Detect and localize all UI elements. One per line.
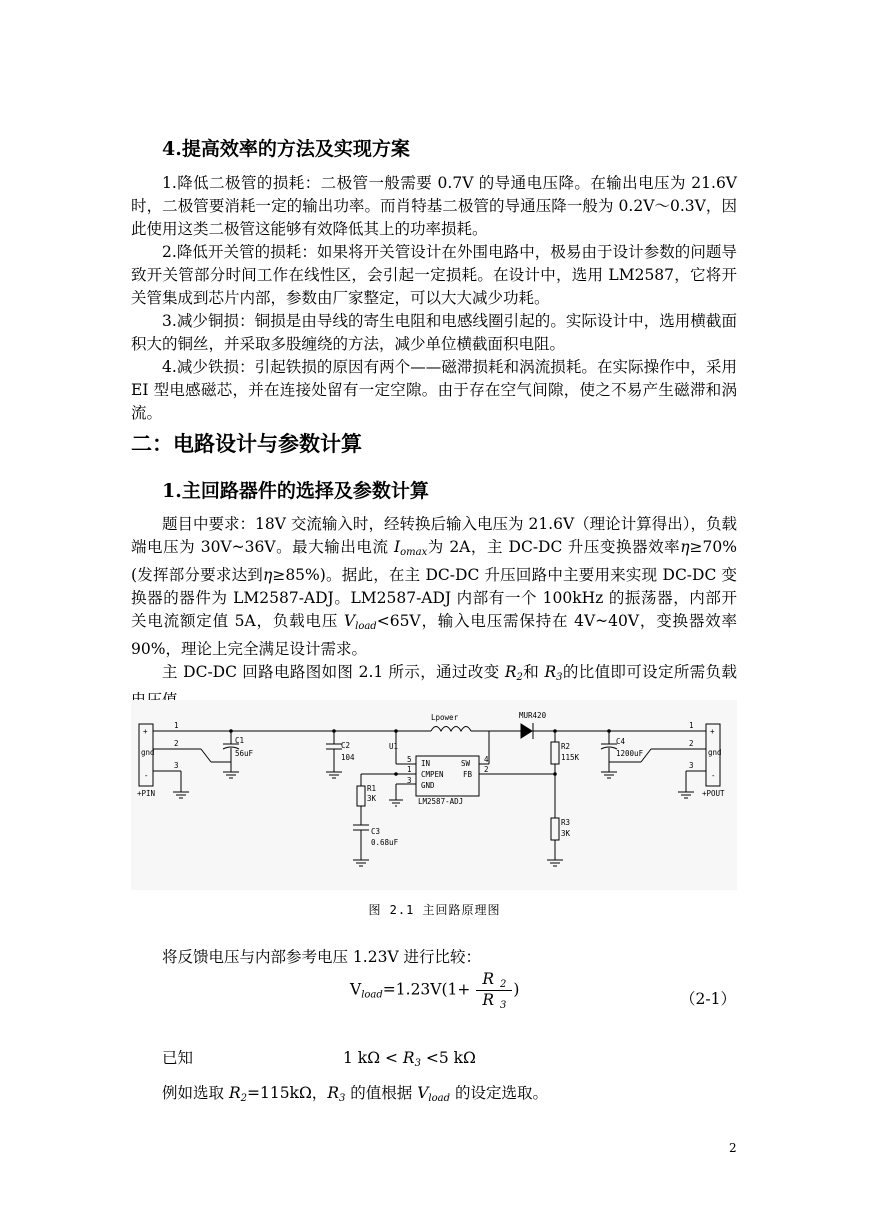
r1-label: R1 (367, 784, 377, 793)
r2-value: 115K (561, 753, 580, 762)
plus-right: + (710, 727, 715, 736)
equation-2-1: $V_{load}=1.23V(1+$ $\frac{R _2}{R _3}$ ) (350, 970, 520, 1011)
fraction: $\frac{R _2}{R _3}$ (476, 970, 512, 1011)
pin-label-2-right: 2 (689, 739, 694, 748)
ic-gnd-label: GND (421, 781, 435, 790)
pin-label-3-right: 3 (689, 761, 694, 770)
r3-value: 3K (561, 829, 571, 838)
minus-right: - (711, 771, 716, 780)
ic-pin-4: 4 (484, 755, 489, 764)
circuit-schematic (131, 700, 737, 890)
c2-value: 104 (341, 753, 355, 762)
gnd-left: gnd (141, 748, 155, 757)
chapter-heading: 二：电路设计与参数计算 (131, 431, 362, 456)
c4-label: C4 (616, 737, 626, 746)
c2-label: C2 (341, 741, 351, 750)
schematic-drawing (131, 700, 737, 890)
figure-caption: 图 2.1 主回路原理图 (368, 903, 501, 917)
subsection-heading: 1.主回路器件的选择及参数计算 (162, 480, 429, 502)
page-number: 2 (729, 1141, 737, 1155)
known-condition: 已知 1 $k\Omega < R_3 <5$ kΩ (162, 1049, 476, 1069)
ic-pin-5-top: 5 (407, 755, 412, 764)
example-line: 例如选取 $R_2=115k\Omega$，$R_3$ 的值根据 $V_{load}$ 的设定选取。 (162, 1084, 548, 1104)
pout-label: +POUT (702, 789, 725, 798)
inductor-label: Lpower (431, 713, 459, 722)
ic-cmpen-label: CMPEN (421, 770, 444, 779)
method-diode-paragraph: 1.降低二极管的损耗：二极管一般需要 0.7V 的导通电压降。在输出电压为 21.6V 时，二极管要消耗一定的输出功率。而肖特基二极管的导通压降一般为 0.2V～0.3V，因此使用这类二极管这能够有效降低其上的功率损耗。 (131, 174, 737, 238)
plus-left: + (143, 727, 148, 736)
compare-line: 将反馈电压与内部参考电压 1.23V 进行比较： (162, 948, 482, 966)
c3-label: C3 (371, 827, 381, 836)
method-switch-paragraph: 2.降低开关管的损耗：如果将开关管设计在外围电路中，极易由于设计参数的问题导致开关管部分时间工作在线性区，会引起一定损耗。在设计中，选用 LM2587，它将开关管集成到芯片内部，参数由厂家整定，可以大大减少功耗。 (131, 243, 737, 307)
minus-left: - (144, 771, 149, 780)
c1-value: 56uF (235, 749, 254, 758)
requirements-paragraph: 题目中要求：18V 交流输入时，经转换后输入电压为 21.6V（理论计算得出），负载端电压为 30V~36V。最大输出电流 $I_{omax}$为 2A，主 DC-DC 升压变换器效率η≥70%(发挥部分要求达到η≥85%)。据此，在主 DC-DC 升压回路中主要用来实现 DC-DC 变换器的器件为 LM2587-ADJ。LM2587-ADJ 内部有一个 100kHz 的振荡器，内部开关电流额定值 5A，负载电压 $V_{load}<65V$，输入电压需保持在 4V~40V，变换器效率 90%，理论上完全满足设计需求。 (131, 515, 737, 658)
section-heading: 4.提高效率的方法及实现方案 (162, 138, 410, 160)
c1-label: C1 (235, 736, 245, 745)
pin-label-3-left: 3 (174, 761, 179, 770)
ic-name-label: LM2587-ADJ (418, 797, 464, 806)
r3-label: R3 (561, 818, 571, 827)
method-copper-paragraph: 3.减少铜损：铜损是由导线的寄生电阻和电感线圈引起的。实际设计中，选用横截面积大的铜丝，并采取多股缠绕的方法，减少单位横截面积电阻。 (131, 312, 737, 353)
c3-value: 0.68uF (371, 838, 399, 847)
pin-label-2-left: 2 (174, 739, 179, 748)
gnd-right: gnd (708, 748, 722, 757)
ic-in-label: IN (421, 759, 431, 768)
ic-pin-1: 1 (407, 765, 412, 774)
efficiency-methods (131, 172, 737, 425)
ic-pin-2: 2 (484, 765, 489, 774)
pin-label-1-right: 1 (689, 721, 694, 730)
design-paragraphs (131, 513, 737, 712)
r2-label: R2 (561, 742, 571, 751)
diode-label: MUR420 (519, 711, 547, 720)
pin-label-1-left: 1 (174, 721, 179, 730)
ic-pin-3: 3 (407, 776, 412, 785)
ic-sw-label: SW (461, 759, 471, 768)
method-iron-paragraph: 4.减少铁损：引起铁损的原因有两个——磁滞损耗和涡流损耗。在实际操作中，采用 EI 型电感磁芯，并在连接处留有一定空隙。由于存在空气间隙，使之不易产生磁滞和涡流。 (131, 358, 737, 422)
equation-number: （2-1） (680, 990, 736, 1008)
ic-fb-label: FB (463, 770, 473, 779)
pin-label: +PIN (137, 789, 156, 798)
circuit-intro-paragraph: 主 DC-DC 回路电路图如图 2.1 所示，通过改变 $R_2$和 $R_3$的比值即可设定所需负载 (162, 663, 737, 683)
c4-value: 1200uF (616, 749, 644, 758)
r1-value: 3K (367, 794, 377, 803)
u1-label: U1 (389, 742, 399, 751)
